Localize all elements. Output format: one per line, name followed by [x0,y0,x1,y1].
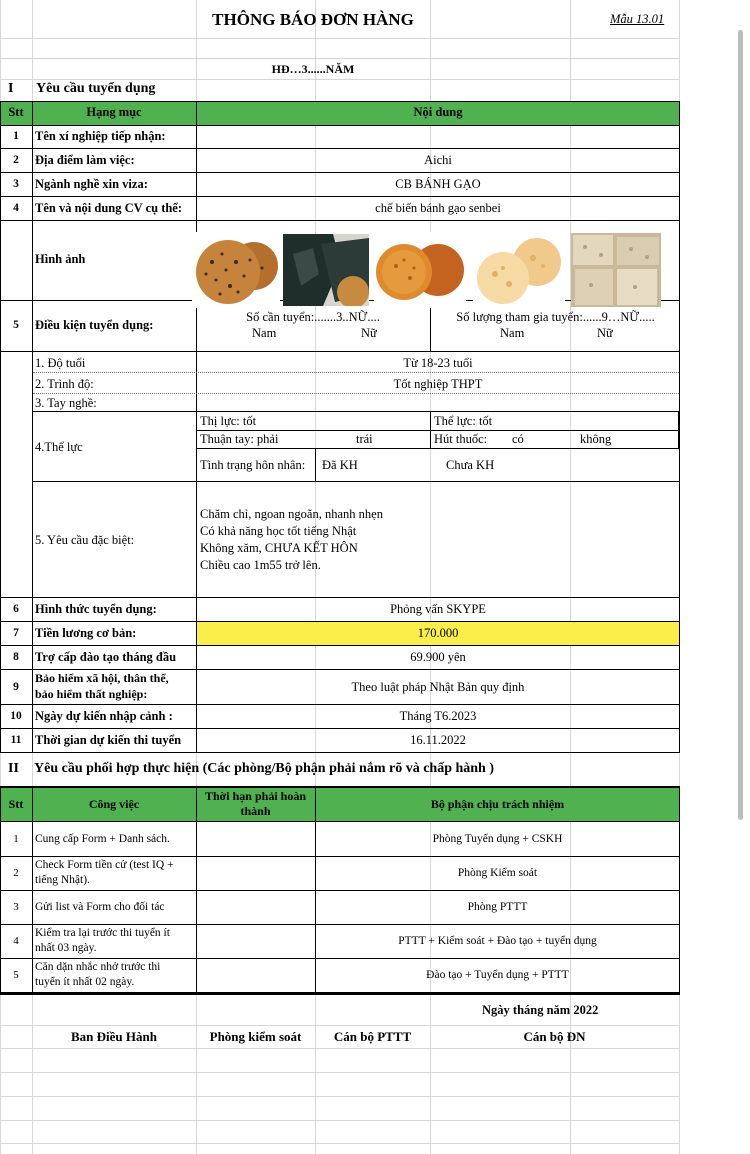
form-code: Mẫu 13.01 [610,12,665,26]
row4-no: 4 [13,202,19,214]
married: Đã KH [322,458,358,472]
fitness: Thể lực: tốt [434,414,493,428]
rice-cracker-nori-icon [283,234,369,306]
task-no: 5 [13,969,19,981]
physical-label: 4.Thể lực [35,440,83,454]
row9-label: bảo hiểm thất nghiệp: [35,687,148,701]
task-dept: Phòng Tuyển dụng + CSKH [432,833,563,845]
special-line: Chăm chỉ, ngoan ngoãn, nhanh nhẹn [200,507,383,521]
age-label: 1. Độ tuổi [35,356,86,370]
row3-no: 3 [13,178,19,190]
task-text: nhất 03 ngày. [35,942,97,954]
contract-number: HĐ…3......NĂM [271,62,355,76]
rice-cracker-sesame-icon [192,232,280,308]
row11-value: 16.11.2022 [410,733,466,747]
section2-roman: II [8,761,19,776]
section1-title: Yêu cầu tuyển dụng [36,81,156,96]
row9-value: Theo luật pháp Nhật Bản quy định [351,680,525,694]
vision: Thị lực: tốt [200,414,257,428]
smoking: Hút thuốc: [434,432,488,446]
row8-value: 69.900 yên [410,650,466,664]
row3-value: CB BÁNH GẠO [395,177,481,191]
row9-no: 9 [13,681,19,693]
section1-roman: I [8,81,14,96]
rice-cracker-light-icon [473,234,565,306]
special-label: 5. Yêu cầu đặc biệt: [35,533,135,547]
row10-value: Tháng T6.2023 [399,709,477,723]
join-count: Số lượng tham gia tuyển:......9…NỮ..... [456,310,655,324]
education-value: Tốt nghiệp THPT [393,377,483,391]
rice-cracker-puffed-icon [571,233,661,307]
task-text: Gửi list và Form cho đối tác [35,901,165,913]
row6-no: 6 [13,603,19,615]
page-title: THÔNG BÁO ĐƠN HÀNG [212,10,414,29]
task-text: Kiểm tra lại trước thi tuyển ít [35,927,170,939]
col-item: Hạng mục [86,105,142,119]
join-male: Nam [500,326,525,340]
single: Chưa KH [446,458,495,472]
row4-value: chế biến bánh gạo senbei [375,201,501,215]
row7-label: Tiền lương cơ bản: [35,626,137,640]
signature-pttt: Cán bộ PTTT [333,1029,412,1044]
handedness-left: trái [356,432,373,446]
row5-no: 5 [13,319,19,331]
row1-no: 1 [13,130,19,142]
special-line: Chiều cao 1m55 trở lên. [200,558,321,572]
signature-board: Ban Điều Hành [71,1029,157,1044]
images-label: Hình ảnh [35,252,86,266]
row6-value: Phỏng vấn SKYPE [390,602,486,616]
rice-cracker-orange-icon [374,232,466,308]
row9-label: Bảo hiểm xã hội, thân thể, [35,671,169,685]
task-no: 4 [13,935,19,947]
task-text: Căn dặn nhắc nhở trước thi [35,961,161,973]
education-label: 2. Trình độ: [35,377,94,391]
row11-no: 11 [10,734,22,746]
row7-value: 170.000 [417,626,459,640]
row7-no: 7 [13,627,19,639]
special-line: Không xăm, CHƯA KẾT HÔN [200,541,358,555]
task-dept: Phòng PTTT [467,901,528,913]
row8-no: 8 [13,651,19,663]
special-line: Có khả năng học tốt tiếng Nhật [200,524,357,538]
task-text: tuyển ít nhất 02 ngày. [35,976,135,988]
task-dept: PTTT + Kiểm soát + Đào tạo + tuyển dụng [398,935,597,947]
signature-control: Phòng kiểm soát [209,1029,302,1044]
task-dept: Đào tạo + Tuyển dụng + PTTT [426,969,569,981]
col-content: Nội dung [413,105,463,119]
sign-date: Ngày tháng năm 2022 [482,1003,599,1017]
col2-deadline: Thời hạn phải hoàn [204,789,307,803]
col2-deadline: thành [240,804,271,818]
row10-no: 10 [10,710,22,722]
section2-title: Yêu cầu phối hợp thực hiện (Các phòng/Bộ phận phải nắm rõ và chấp hành ) [34,761,494,776]
task-no: 2 [13,867,19,879]
col-stt: Stt [8,105,24,119]
col2-stt: Stt [8,797,24,811]
row3-label: Ngành nghề xin viza: [35,177,148,191]
task-no: 1 [13,833,19,845]
row11-label: Thời gian dự kiến thi tuyển [35,733,182,747]
task-dept: Phòng Kiểm soát [457,867,538,879]
row2-label: Địa điểm làm việc: [35,153,135,167]
task-text: tiếng Nhật). [35,874,90,886]
col2-dept: Bộ phận chịu trách nhiệm [430,797,565,811]
row4-label: Tên và nội dung CV cụ thể: [35,201,183,215]
signature-dn: Cán bộ ĐN [523,1029,586,1044]
need-female: Nữ [361,326,377,340]
row6-label: Hình thức tuyển dụng: [35,602,157,616]
row2-no: 2 [13,154,19,166]
smoking-yes: có [512,432,524,446]
handedness: Thuận tay: phải [200,432,279,446]
need-count: Số cần tuyển:.......3..NỮ.... [246,310,380,324]
row8-label: Trợ cấp đào tạo tháng đầu [35,650,177,664]
skill-label: 3. Tay nghề: [35,396,97,410]
row5-label: Điều kiện tuyển dụng: [35,318,154,332]
scrollbar[interactable] [738,30,743,820]
row10-label: Ngày dự kiến nhập cảnh : [35,709,173,723]
task-text: Cung cấp Form + Danh sách. [35,833,170,845]
row1-label: Tên xí nghiệp tiếp nhận: [35,129,166,143]
task-text: Check Form tiền cử (test IQ + [35,859,174,871]
task-no: 3 [13,901,19,913]
marital-status: Tình trạng hôn nhân: [200,458,306,472]
smoking-no: không [580,432,612,446]
age-value: Từ 18-23 tuổi [403,356,473,370]
col2-task: Công việc [88,797,140,811]
need-male: Nam [252,326,277,340]
row2-value: Aichi [424,153,452,167]
join-female: Nữ [597,326,613,340]
